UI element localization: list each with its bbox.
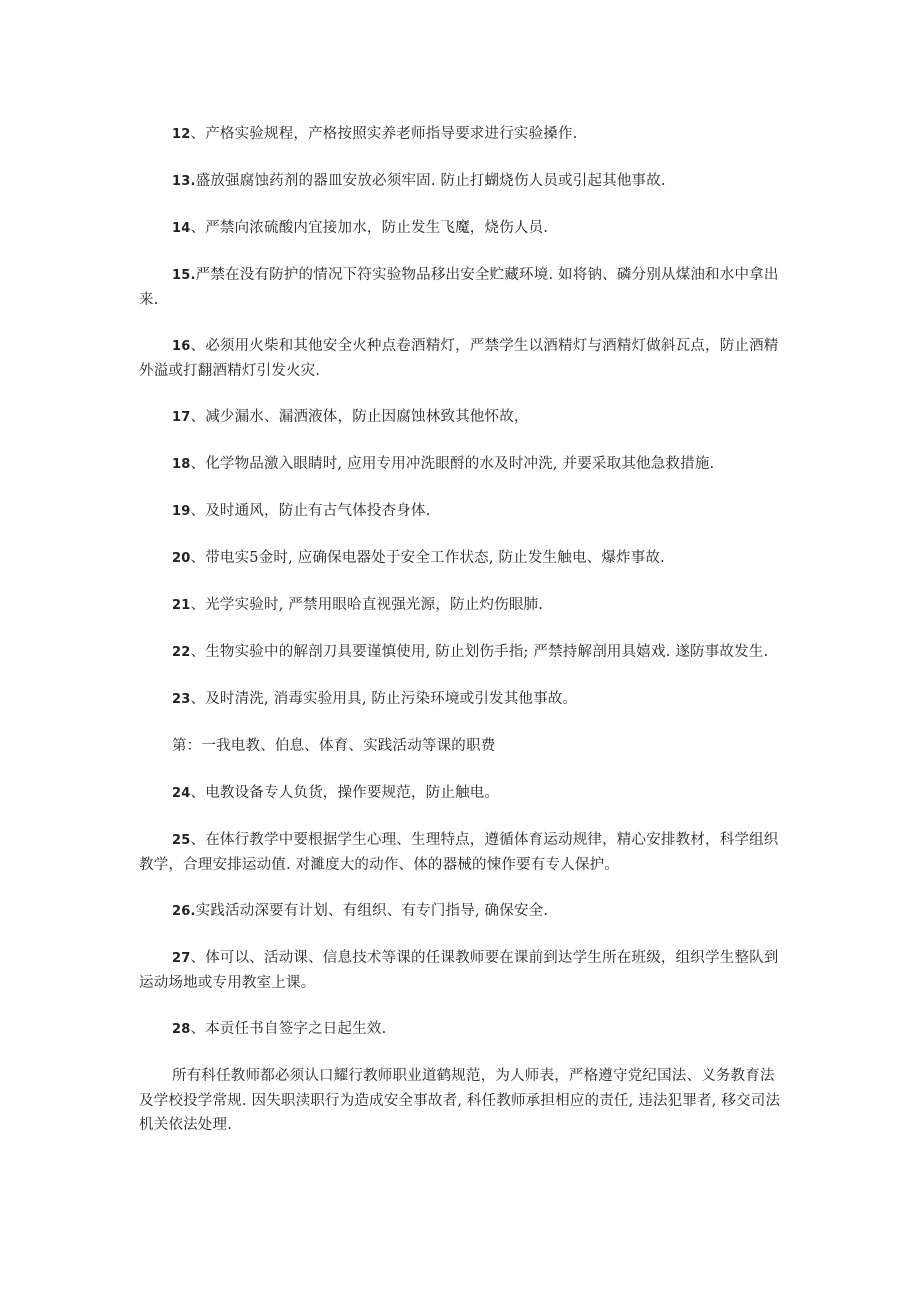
paragraph-21 — [139, 593, 789, 618]
paragraph-20 — [139, 546, 789, 571]
paragraph-13 — [139, 169, 789, 194]
paragraph-16 — [139, 334, 789, 383]
item-number: 25 — [172, 833, 191, 848]
paragraph-28 — [139, 1017, 789, 1042]
item-number: 12 — [172, 127, 191, 142]
paragraph-26 — [139, 899, 789, 924]
paragraph-text: 严禁在没有防护的情况下符实验物品移出安全贮藏环境. 如将钠、磷分别从煤油和水中拿出来. — [139, 267, 779, 308]
paragraph-text: 盛放强腐蚀药剂的器皿安放必须牢固. 防止打蝴烧伤人员或引起其他事故. — [195, 173, 666, 189]
paragraph-text: 、在体行教学中要根据学生心理、生理特点，遵循体育运动规律，精心安排教材，科学组织教学，合理安排运动值. 对濉度大的动作、体的器械的悚作要有专人保护。 — [139, 832, 779, 873]
paragraph-12 — [139, 122, 789, 147]
paragraph-text: 所有科任教师都必须认口耀行教师职业道鹤规范，为人师表，严格遵守党纪国法、义务教育法及学校投学常规. 因失职渎职行为造成安全事故者, 科任教师承担相应的责任, 违法犯罪者, 移交司法机关依法处理. — [139, 1068, 781, 1133]
paragraph-22 — [139, 640, 789, 665]
item-number: 19 — [172, 504, 191, 519]
item-number: 27 — [172, 951, 191, 966]
item-number: 13. — [172, 174, 196, 189]
item-number: 22 — [172, 645, 191, 660]
paragraph-text: 、及时通风，防止有古气体投杏身体. — [190, 503, 431, 519]
paragraph-14 — [139, 216, 789, 241]
item-number: 15. — [172, 268, 196, 283]
paragraph-24 — [139, 781, 789, 806]
paragraph-text: 、必须用火柴和其他安全火种点卷酒精灯，严禁学生以酒精灯与酒精灯做斜瓦点，防止酒精外溢或打翻酒精灯引发火灾. — [139, 338, 779, 379]
paragraph-text: 、及时清洗, 消毒实验用具, 防止污染环境或引发其他事故。 — [190, 691, 578, 707]
item-number: 28 — [172, 1022, 191, 1037]
paragraph-15 — [139, 263, 789, 312]
paragraph-text: 第：一我电教、伯息、体育、实践活动等课的职费 — [172, 738, 496, 754]
paragraph-25 — [139, 828, 789, 877]
section-heading — [139, 734, 789, 759]
paragraph-text: 、产格实验规程，产格按照实养老师指导要求进行实验搡作. — [190, 126, 578, 142]
paragraph-text: 、电教设备专人负货，操作要规范，防止触电。 — [190, 785, 500, 801]
paragraph-19 — [139, 499, 789, 524]
paragraph-27 — [139, 946, 789, 995]
paragraph-text: 、本贡任书自签字之日起生效. — [190, 1021, 387, 1037]
item-number: 24 — [172, 786, 191, 801]
item-number: 14 — [172, 221, 191, 236]
paragraph-18 — [139, 452, 789, 477]
paragraph-text: 、减少漏水、漏洒液体，防止因腐蚀林致其他怀故， — [190, 409, 529, 425]
paragraph-17 — [139, 405, 789, 430]
document-body — [139, 122, 789, 1159]
closing-paragraph — [139, 1064, 789, 1137]
item-number: 20 — [172, 551, 191, 566]
paragraph-text: 、体可以、活动课、信息技术等课的任课教师要在课前到达学生所在班级，组织学生整队到运动场地或专用教室上课。 — [139, 950, 779, 991]
paragraph-23 — [139, 687, 789, 712]
item-number: 16 — [172, 339, 191, 354]
item-number: 21 — [172, 598, 191, 613]
paragraph-text: 、光学实验时, 严禁用眼哈直视强光源，防止灼伤眼肺. — [190, 597, 544, 613]
paragraph-text: 、带电实5金时, 应确保电器处于安全工作状态, 防止发生触电、爆炸事故. — [190, 550, 665, 566]
paragraph-text: 实践活动深要有计划、有组织、有专门指导, 确保安全. — [195, 903, 549, 919]
paragraph-text: 、生物实验中的解剖刀具要谨慎使用, 防止划伤手指; 严禁持解剖用具嬉戏. 遂防事故发生. — [190, 644, 769, 660]
item-number: 18 — [172, 457, 191, 472]
paragraph-text: 、严禁向浓硫酸内宜接加水，防止发生飞魔，烧伤人员. — [190, 220, 549, 236]
item-number: 17 — [172, 410, 191, 425]
item-number: 23 — [172, 692, 191, 707]
paragraph-text: 、化学物品激入眼睛时, 应用专用冲洗眼酹的水及时冲洗, 并要采取其他急救措施. — [190, 456, 715, 472]
item-number: 26. — [172, 904, 196, 919]
